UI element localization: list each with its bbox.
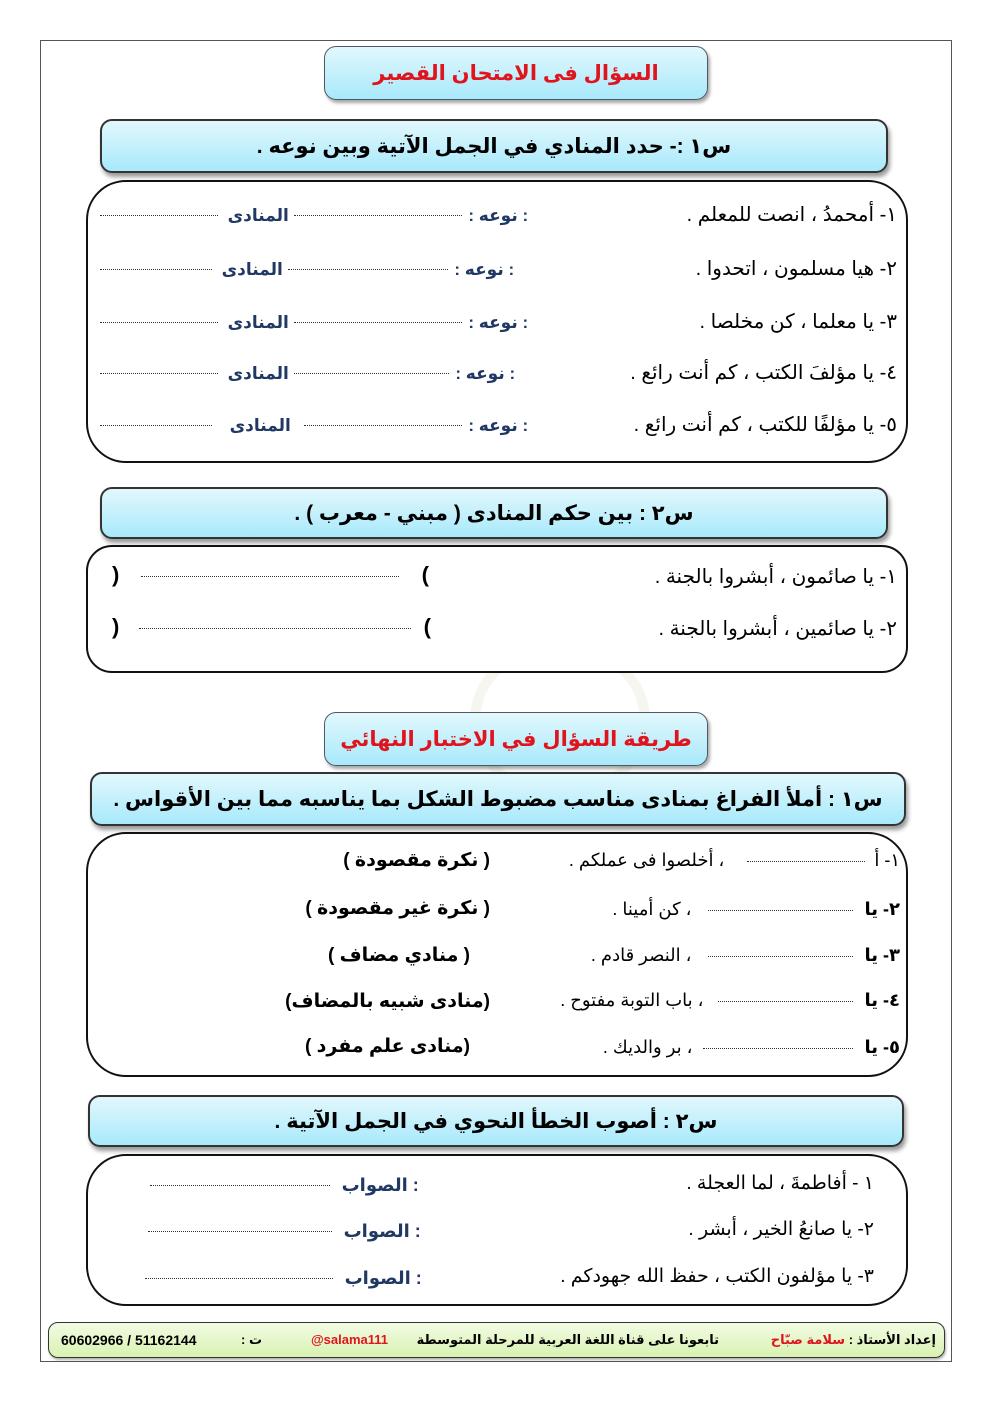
item-prefix: ٥- يا xyxy=(864,1037,900,1057)
q1-sentence: ٤- يا مؤلفَ الكتب ، كم أنت رائع . xyxy=(630,362,897,384)
ruling-input[interactable] xyxy=(139,628,411,629)
q1-sentence: ١- أمحمدُ ، انصت للمعلم . xyxy=(686,204,897,226)
q1-answer-row-5 xyxy=(100,414,528,437)
answer-label: الصواب : xyxy=(343,1221,421,1241)
fill-input[interactable] xyxy=(708,956,853,957)
q1-answer-row-1 xyxy=(100,204,528,227)
open-paren: ( xyxy=(423,614,431,639)
hint-5: (منادى علم مفرد ) xyxy=(305,1036,470,1057)
q1-sentence: ٥- يا مؤلفًا للكتب ، كم أنت رائع . xyxy=(633,414,897,436)
short-exam-title-text: السؤال فى الامتحان القصير xyxy=(373,61,659,85)
q1-item-2 xyxy=(696,256,897,281)
short-exam-title xyxy=(324,46,708,100)
correction-row-3 xyxy=(145,1267,422,1290)
q2-prompt-box xyxy=(100,487,888,539)
q1-item-5 xyxy=(634,412,897,437)
q1-answer-row-4 xyxy=(100,362,515,385)
q2-sentence: ١- يا صائمون ، أبشروا بالجنة . xyxy=(654,566,897,588)
q2-sentence: ٢- يا صائمين ، أبشروا بالجنة . xyxy=(658,618,897,640)
q1-item-1 xyxy=(687,202,897,227)
correction-input[interactable] xyxy=(148,1231,332,1232)
q1-prompt-box xyxy=(100,119,888,173)
type-label: نوعه : xyxy=(455,364,505,383)
ruling-input[interactable] xyxy=(141,576,399,577)
type-input[interactable] xyxy=(100,373,218,374)
phone-label: ت : xyxy=(241,1332,263,1347)
social-handle[interactable]: @salama111 xyxy=(311,1332,389,1347)
q2-prompt: س٢ : بين حكم المنادى ( مبني - معرب ) . xyxy=(294,501,694,525)
hint-1: ( نكرة مقصودة ) xyxy=(343,850,490,871)
final-q1-item-2 xyxy=(612,899,900,920)
type-label: نوعه : xyxy=(468,206,518,225)
correction-row-1 xyxy=(150,1174,419,1197)
final-q2-item-3 xyxy=(560,1265,874,1288)
type-label: نوعه : xyxy=(454,260,504,279)
munada-label: المنادى : xyxy=(221,260,515,279)
answer-label: الصواب : xyxy=(344,1268,422,1288)
q2-answer-row-1 xyxy=(112,562,429,588)
correction-input[interactable] xyxy=(145,1278,333,1279)
q1-prompt: س١ :- حدد المنادي في الجمل الآتية وبين نوعه . xyxy=(256,134,732,158)
fill-input[interactable] xyxy=(703,1048,853,1049)
munada-input[interactable] xyxy=(294,215,462,216)
q2-sentence: ١ - أفاطمةَ ، لما العجلة . xyxy=(686,1173,874,1194)
munada-input[interactable] xyxy=(294,322,462,323)
type-input[interactable] xyxy=(100,269,212,270)
q1-item-3 xyxy=(700,309,898,334)
q2-item-2 xyxy=(658,616,897,641)
correction-row-2 xyxy=(148,1220,421,1243)
final-exam-title xyxy=(324,712,708,766)
fill-input[interactable] xyxy=(718,1001,853,1002)
final-q1-item-3 xyxy=(591,945,900,966)
item-prefix: ٣- يا xyxy=(864,945,900,965)
answer-label: الصواب : xyxy=(341,1175,419,1195)
type-label: نوعه : xyxy=(468,416,518,435)
close-paren: ) xyxy=(112,614,120,639)
final-exam-title-text: طريقة السؤال في الاختبار النهائي xyxy=(340,727,692,751)
open-paren: ( xyxy=(421,562,429,587)
munada-label: المنادى : xyxy=(229,416,529,435)
fill-input[interactable] xyxy=(708,910,853,911)
q1-sentence: ٣- يا معلما ، كن مخلصا . xyxy=(699,311,897,333)
final-q2-prompt-box xyxy=(88,1095,904,1147)
q2-sentence: ٢- يا صانعُ الخير ، أبشر . xyxy=(688,1219,874,1240)
item-text: ، باب التوبة مفتوح . xyxy=(560,990,704,1010)
q1-item-4 xyxy=(630,360,897,385)
munada-label: المنادى : xyxy=(227,206,529,225)
munada-input[interactable] xyxy=(294,373,449,374)
q1-answer-row-3 xyxy=(100,311,528,334)
correction-input[interactable] xyxy=(150,1185,330,1186)
item-prefix: ١- أ xyxy=(874,850,900,870)
item-prefix: ٤- يا xyxy=(864,990,900,1010)
footer-bar xyxy=(48,1322,945,1358)
final-q2-item-2 xyxy=(688,1218,874,1241)
final-q1-prompt-box xyxy=(90,772,906,826)
munada-label: المنادى : xyxy=(227,364,516,383)
type-input[interactable] xyxy=(100,322,218,323)
phone-numbers: 60602966 / 51162144 xyxy=(61,1332,197,1348)
author-credit xyxy=(771,1332,936,1348)
q1-answer-row-2 xyxy=(100,258,514,281)
type-input[interactable] xyxy=(100,215,218,216)
q2-answer-row-2 xyxy=(112,614,431,640)
follow-text: تابعونا على قناة اللغة العربية للمرحلة المتوسطة xyxy=(416,1332,719,1347)
item-text: ، أخلصوا فى عملكم . xyxy=(568,850,725,870)
type-label: نوعه : xyxy=(468,313,518,332)
item-prefix: ٢- يا xyxy=(864,899,900,919)
author-name: سلامة صبّاح xyxy=(770,1332,846,1347)
author-label: إعداد الأستاذ : xyxy=(848,1332,936,1347)
final-q1-prompt: س١ : أملأ الفراغ بمنادى مناسب مضبوط الشكل بما يناسبه مما بين الأقواس . xyxy=(113,787,883,811)
item-text: ، كن أمينا . xyxy=(612,899,692,919)
type-input[interactable] xyxy=(100,425,212,426)
munada-input[interactable] xyxy=(288,269,448,270)
final-q1-item-1 xyxy=(569,850,900,871)
final-q2-prompt: س٢ : أصوب الخطأ النحوي في الجمل الآتية . xyxy=(274,1109,718,1133)
final-q1-item-5 xyxy=(603,1037,900,1058)
q1-sentence: ٢- هيا مسلمون ، اتحدوا . xyxy=(695,258,897,280)
hint-3: ( منادي مضاف ) xyxy=(328,945,470,966)
hint-2: ( نكرة غير مقصودة ) xyxy=(305,898,490,919)
item-text: ، النصر قادم . xyxy=(590,945,692,965)
close-paren: ) xyxy=(112,562,120,587)
q2-item-1 xyxy=(655,564,897,589)
item-text: ، بر والديك . xyxy=(602,1037,693,1057)
hint-4: (منادى شبيه بالمضاف) xyxy=(285,991,490,1012)
final-q2-item-1 xyxy=(686,1172,874,1195)
fill-input[interactable] xyxy=(747,861,865,862)
final-q1-item-4 xyxy=(560,990,900,1011)
munada-input[interactable] xyxy=(304,425,462,426)
q2-sentence: ٣- يا مؤلفون الكتب ، حفظ الله جهودكم . xyxy=(560,1266,874,1287)
munada-label: المنادى : xyxy=(227,313,529,332)
